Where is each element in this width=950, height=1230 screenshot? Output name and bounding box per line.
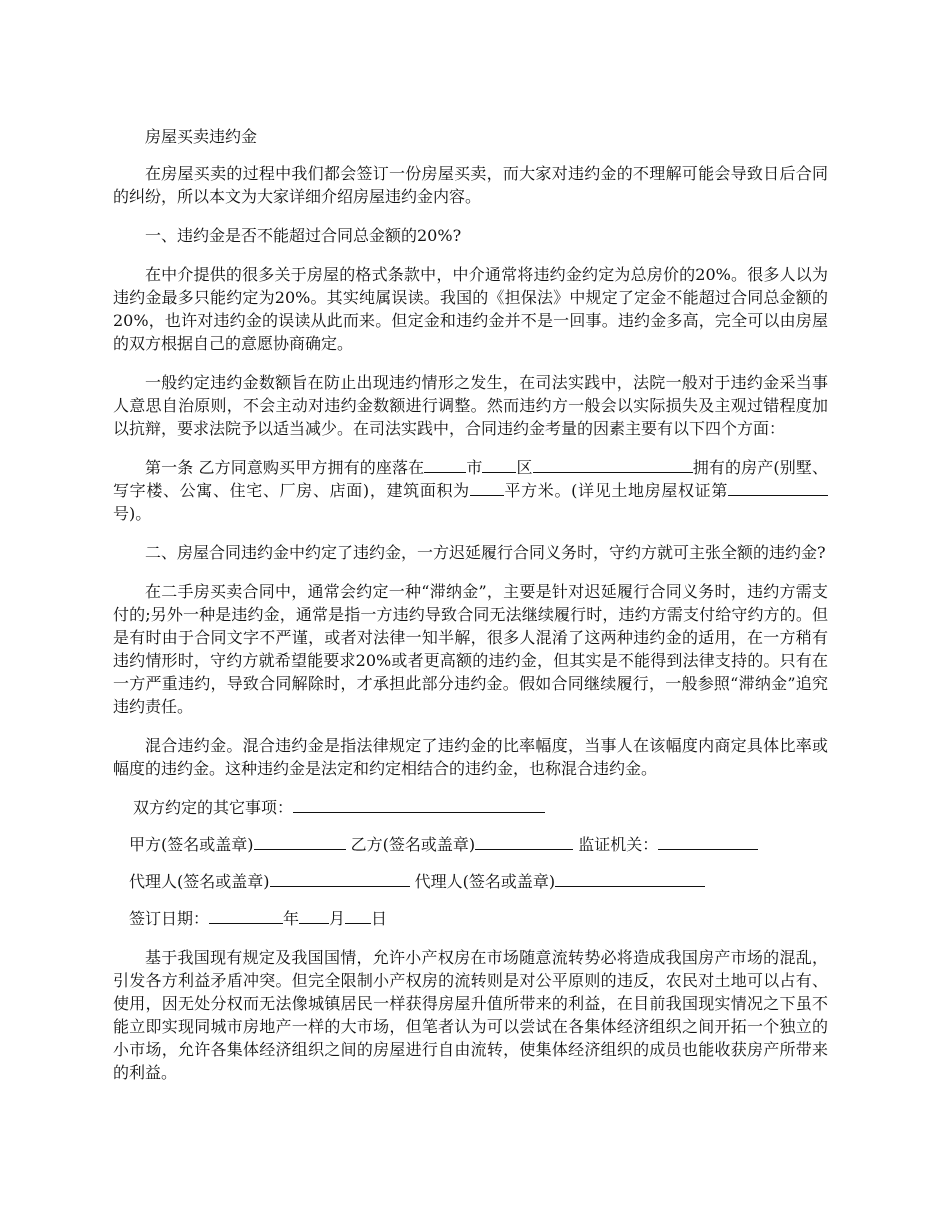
intro-paragraph: 在房屋买卖的过程中我们都会签订一份房屋买卖，而大家对违约金的不理解可能会导致日后合同的纠纷，所以本文为大家详细介绍房屋违约金内容。 <box>113 164 828 206</box>
party-a-blank <box>254 834 346 850</box>
agent-b-blank <box>555 871 705 887</box>
day-blank <box>345 908 371 924</box>
city-blank <box>424 457 466 473</box>
agent-b-label: 代理人(签名或盖章) <box>414 872 556 891</box>
other-matters-label: 双方约定的其它事项： <box>133 798 294 817</box>
year-label: 年 <box>283 909 300 928</box>
clause-text-2: 市 <box>466 458 483 477</box>
signature-line <box>113 833 828 856</box>
area-blank <box>470 480 504 496</box>
clause-text-4: 拥有的房产(别墅、写字楼、公寓、住宅、厂房、店面)，建筑面积为 <box>113 458 828 500</box>
other-matters-line <box>113 796 828 819</box>
location-blank <box>533 457 693 473</box>
witness-label: 监证机关： <box>578 835 659 854</box>
paragraph-3: 在二手房买卖合同中，通常会约定一种“滞纳金”，主要是针对迟延履行合同义务时，违约方需支付的;另外一种是违约金，通常是指一方违约导致合同无法继续履行时，违约方需支付给守约方的。但是有时由于合同文字不严谨，或者对法律一知半解，很多人混淆了这两种违约金的适用，在一方稍有违约情形时，守约方就希望能要求20%或者更高额的违约金，但其实是不能得到法律支持的。只有在一方严重违约，导致合同解除时，才承担此部分违约金。假如合同继续履行，一般参照“滞纳金”追究违约责任。 <box>113 582 828 716</box>
party-a-label: 甲方(签名或盖章) <box>129 835 254 854</box>
question-1-heading: 一、违约金是否不能超过合同总金额的20%? <box>145 226 462 245</box>
certificate-blank <box>728 480 828 496</box>
witness-blank <box>658 834 758 850</box>
day-label: 日 <box>371 909 388 928</box>
date-line <box>113 907 828 930</box>
month-blank <box>299 908 329 924</box>
clause-text-3: 区 <box>516 458 533 477</box>
date-label: 签订日期： <box>129 909 210 928</box>
clause-text-1: 第一条 乙方同意购买甲方拥有的座落在 <box>145 458 425 477</box>
paragraph-5: 基于我国现有规定及我国国情，允许小产权房在市场随意流转势必将造成我国房产市场的混乱，引发各方利益矛盾冲突。但完全限制小产权房的流转则是对公平原则的违反，农民对土地可以占有、使用，因无处分权而无法像城镇居民一样获得房屋升值所带来的利益，在目前我国现实情况之下虽不能立即实现同城市房地产一样的大市场，但笔者认为可以尝试在各集体经济组织之间开拓一个独立的小市场，允许各集体经济组织之间的房屋进行自由流转，使集体经济组织的成员也能收获房产所带来的利益。 <box>113 948 828 1082</box>
clause-paragraph <box>113 456 828 525</box>
agent-a-blank <box>270 871 410 887</box>
party-b-blank <box>475 834 573 850</box>
clause-text-6: 号)。 <box>113 504 152 523</box>
paragraph-1: 在中介提供的很多关于房屋的格式条款中，中介通常将违约金约定为总房价的20%。很多人以为违约金最多只能约定为20%。其实纯属误读。我国的《担保法》中规定了定金不能超过合同总金额的20%，也许对违约金的误读从此而来。但定金和违约金并不是一回事。违约金多高，完全可以由房屋的双方根据自己的意愿协商确定。 <box>113 265 828 353</box>
clause-text-5: 平方米。(详见土地房屋权证第 <box>503 481 728 500</box>
month-label: 月 <box>329 909 346 928</box>
party-b-label: 乙方(签名或盖章) <box>350 835 476 854</box>
agent-line <box>113 870 828 893</box>
document-body <box>113 125 828 1100</box>
agent-a-label: 代理人(签名或盖章) <box>129 872 270 891</box>
document-title: 房屋买卖违约金 <box>145 127 258 146</box>
paragraph-2: 一般约定违约金数额旨在防止出现违约情形之发生，在司法实践中，法院一般对于违约金采当事人意思自治原则，不会主动对违约金数额进行调整。然而违约方一般会以实际损失及主观过错程度加以抗辩，要求法院予以适当减少。在司法实践中，合同违约金考量的因素主要有以下四个方面： <box>113 373 828 438</box>
paragraph-4: 混合违约金。混合违约金是指法律规定了违约金的比率幅度，当事人在该幅度内商定具体比率或幅度的违约金。这种违约金是法定和约定相结合的违约金，也称混合违约金。 <box>113 736 828 778</box>
question-2-heading: 二、房屋合同违约金中约定了违约金，一方迟延履行合同义务时，守约方就可主张全额的违约金? <box>145 543 826 562</box>
district-blank <box>482 457 516 473</box>
year-blank <box>209 908 283 924</box>
other-matters-blank <box>293 797 545 813</box>
